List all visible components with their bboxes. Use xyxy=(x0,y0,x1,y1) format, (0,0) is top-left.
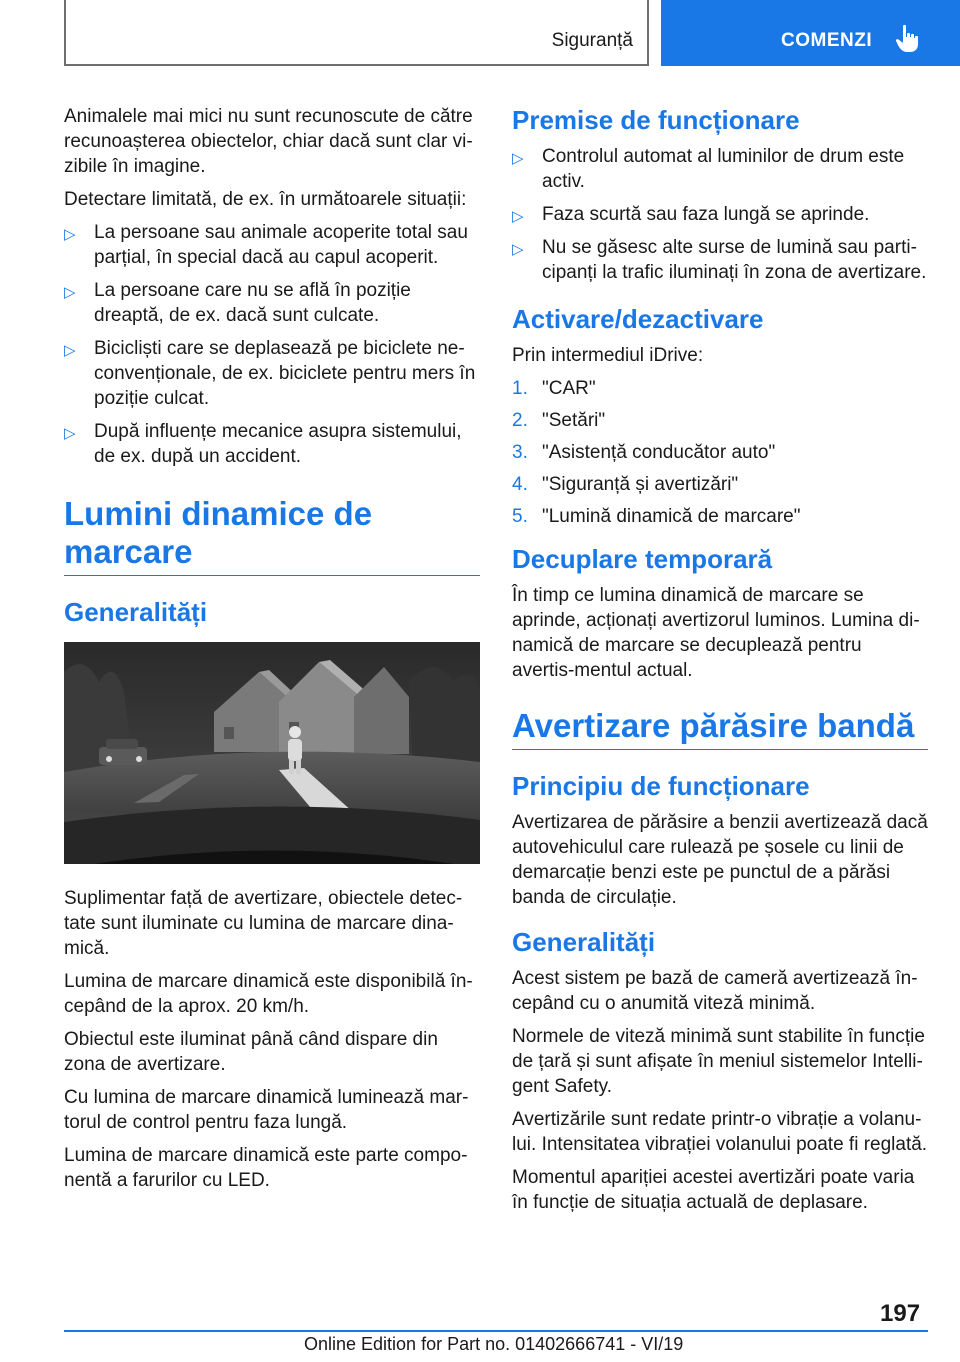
list-item xyxy=(64,278,480,328)
section-heading: Premise de funcționare xyxy=(512,105,800,135)
list-item-text: Controlul automat al luminilor de drum este activ. xyxy=(542,146,905,192)
list-item xyxy=(512,235,928,285)
paragraph: În timp ce lumina dinamică de marcare se aprinde, acționați avertizorul luminos. Lumina di-namică de marcare se decuplează pentru avertis-mentul actual. xyxy=(512,585,920,681)
step-number: 5. xyxy=(512,506,528,527)
triangle-right-icon: ▷ xyxy=(64,284,76,301)
step-text: "Lumină dinamică de marcare" xyxy=(542,506,801,527)
section-heading: Activare/dezactivare xyxy=(512,304,764,334)
footer-edition: Online Edition for Part no. 01402666741 - VI/19 xyxy=(304,1334,684,1354)
right-column xyxy=(512,104,928,1223)
list-item xyxy=(64,336,480,411)
list-item-text: Nu se găsesc alte surse de lumină sau parti-cipanți la trafic iluminați în zona de avertizare. xyxy=(542,237,927,283)
list-item xyxy=(512,504,928,529)
list-item xyxy=(512,376,928,401)
step-text: "Setări" xyxy=(542,410,606,431)
bullet-list xyxy=(64,220,480,469)
step-text: "Asistență conducător auto" xyxy=(542,442,776,463)
step-number: 4. xyxy=(512,474,528,495)
paragraph: Momentul apariției acestei avertizări poate varia în funcție de situația actuală de deplasare. xyxy=(512,1167,915,1213)
chapter-heading: Lumini dinamice de marcare xyxy=(64,495,480,576)
step-text: "Siguranță și avertizări" xyxy=(542,474,739,495)
pointing-hand-icon xyxy=(895,24,921,54)
steps-list xyxy=(512,376,928,529)
paragraph: Cu lumina de marcare dinamică luminează mar-torul de control pentru faza lungă. xyxy=(64,1087,469,1133)
paragraph: Prin intermediul iDrive: xyxy=(512,345,704,366)
paragraph: Animalele mai mici nu sunt recunoscute de către recunoașterea obiectelor, chiar dacă sunt clar vi-zibile în imagine. xyxy=(64,106,473,177)
triangle-right-icon: ▷ xyxy=(512,241,524,258)
list-item xyxy=(64,220,480,270)
list-item-text: Faza scurtă sau faza lungă se aprinde. xyxy=(542,204,870,225)
list-item xyxy=(512,472,928,497)
header-chapter-tab xyxy=(661,0,960,66)
section-heading: Decuplare temporară xyxy=(512,544,773,574)
night-road-illustration xyxy=(64,642,480,864)
list-item xyxy=(512,144,928,194)
list-item-text: La persoane sau animale acoperite total sau parțial, în special dacă au capul acoperit. xyxy=(94,222,468,268)
triangle-right-icon: ▷ xyxy=(512,208,524,225)
paragraph: Avertizarea de părăsire a benzii avertizează dacă autovehiculul care rulează pe șosele cu linii de demarcație benzi este pe punctul de a părăsi banda de circulație. xyxy=(512,812,928,908)
section-heading: Generalități xyxy=(64,597,208,627)
step-number: 3. xyxy=(512,442,528,463)
list-item xyxy=(512,202,928,227)
list-item xyxy=(512,408,928,433)
list-item xyxy=(64,419,480,469)
paragraph: Lumina de marcare dinamică este disponibilă în-cepând de la aprox. 20 km/h. xyxy=(64,971,473,1017)
list-item-text: După influențe mecanice asupra sistemului, de ex. după un accident. xyxy=(94,421,462,467)
step-number: 2. xyxy=(512,410,528,431)
footer-divider xyxy=(64,1330,928,1332)
list-item-text: Bicicliști care se deplasează pe biciclete ne-convenționale, de ex. biciclete pentru mers în poziție culcat. xyxy=(94,338,476,409)
paragraph: Avertizările sunt redate printr-o vibrație a volanu-lui. Intensitatea vibrației volanului poate fi reglată. xyxy=(512,1109,928,1155)
paragraph: Obiectul este iluminat până când dispare din zona de avertizare. xyxy=(64,1029,438,1075)
paragraph: Normele de viteză minimă sunt stabilite în funcție de țară și sunt afișate în meniul sistemelor Intelli-gent Safety. xyxy=(512,1026,925,1097)
section-heading: Generalități xyxy=(512,927,656,957)
left-column xyxy=(64,104,480,1201)
chapter-heading: Avertizare părăsire bandă xyxy=(512,707,928,750)
header-section-tab xyxy=(64,0,649,66)
step-text: "CAR" xyxy=(542,378,596,399)
step-number: 1. xyxy=(512,378,528,399)
page-number: 197 xyxy=(880,1300,921,1327)
paragraph: Lumina de marcare dinamică este parte compo-nentă a farurilor cu LED. xyxy=(64,1145,468,1191)
triangle-right-icon: ▷ xyxy=(64,425,76,442)
list-item-text: La persoane care nu se află în poziție dreaptă, de ex. dacă sunt culcate. xyxy=(94,280,411,326)
triangle-right-icon: ▷ xyxy=(64,342,76,359)
paragraph: Detectare limitată, de ex. în următoarele situații: xyxy=(64,189,467,210)
section-title: Siguranță xyxy=(551,30,633,51)
paragraph: Acest sistem pe bază de cameră avertizează în-cepând cu o anumită viteză minimă. xyxy=(512,968,918,1014)
triangle-right-icon: ▷ xyxy=(64,226,76,243)
bullet-list xyxy=(512,144,928,285)
section-heading: Principiu de funcționare xyxy=(512,771,810,801)
triangle-right-icon: ▷ xyxy=(512,150,524,167)
paragraph: Suplimentar față de avertizare, obiectele detec-tate sunt iluminate cu lumina de marcare dina-mică. xyxy=(64,888,463,959)
list-item xyxy=(512,440,928,465)
chapter-title: COMENZI xyxy=(781,30,873,51)
